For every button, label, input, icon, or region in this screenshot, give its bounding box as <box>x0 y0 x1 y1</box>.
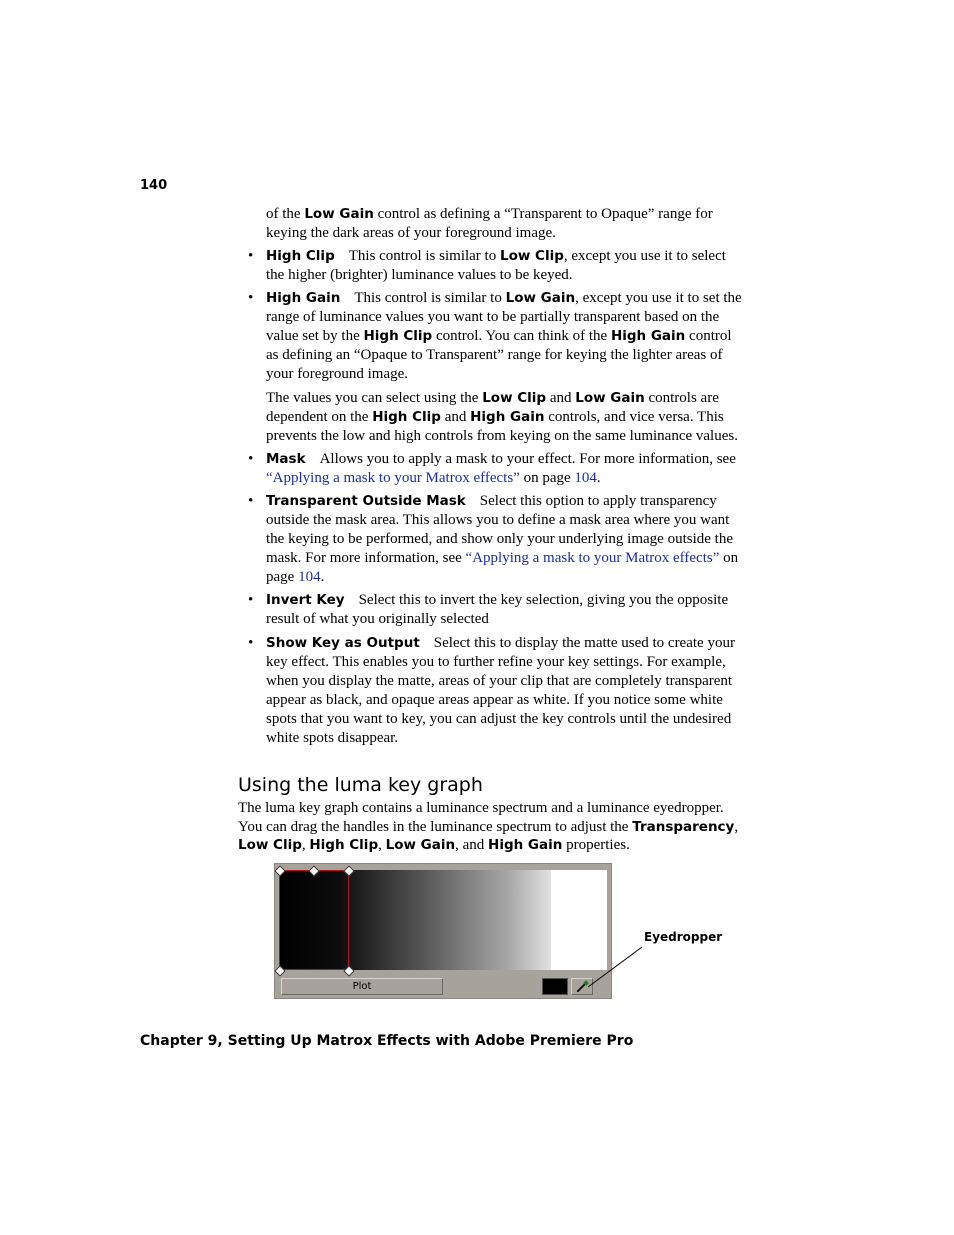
term-show-key-as-output: Show Key as Output <box>266 635 420 651</box>
term-low-gain: Low Gain <box>304 206 374 222</box>
eyedropper-color-swatch <box>542 978 568 995</box>
section-heading: Using the luma key graph <box>238 774 483 796</box>
bullet: • <box>248 248 254 264</box>
list-item-high-gain: • High Gain This control is similar to Low Gain, except you use it to set the range of luminance values you want to be partially transparent based on the value set by the High Clip control. You can think of the High Gain control as defining an “Opaque to Transparent” range for keying the lighter areas of your foreground image. <box>248 290 742 382</box>
key-range-selection[interactable] <box>279 870 349 970</box>
luma-key-graph <box>274 863 612 999</box>
eyedropper-callout-label: Eyedropper <box>644 930 723 944</box>
chapter-footer: Chapter 9, Setting Up Matrox Effects with Adobe Premiere Pro <box>140 1033 634 1049</box>
eyedropper-callout-line <box>586 945 644 989</box>
term-mask: Mask <box>266 451 306 467</box>
transparent-outside-cross-reference-link[interactable]: “Applying a mask to your Matrox effects” <box>465 550 720 566</box>
list-item-mask: • Mask Allows you to apply a mask to your effect. For more information, see “Applying a mask to your Matrox effects” on page 104. <box>248 451 736 486</box>
continuation-paragraph: of the Low Gain control as defining a “Transparent to Opaque” range for keying the dark areas of your foreground image. <box>266 206 713 241</box>
bullet: • <box>248 592 254 608</box>
section-intro-paragraph: The luma key graph contains a luminance spectrum and a luminance eyedropper. You can drag the handles in the luminance spectrum to adjust the Transparency, Low Clip, High Clip, Low Gain, and High Gain properties. <box>238 800 739 853</box>
plot-button[interactable]: Plot <box>281 978 443 995</box>
term-invert-key: Invert Key <box>266 592 345 608</box>
list-item-transparent-outside-mask: • Transparent Outside Mask Select this option to apply transparency outside the mask area. This allows you to define a mask area where you want the keying to be performed, and show only your underlying image outside the mask. For more information, see “Applying a mask to your Matrox effects” on page 104. <box>248 493 739 585</box>
page-number: 140 <box>140 178 168 193</box>
luminance-spectrum[interactable] <box>279 870 607 970</box>
list-item-show-key-as-output: • Show Key as Output Select this to display the matte used to create your key effect. This enables you to further refine your key settings. For example, when you display the matte, areas of your clip that are completely transparent appear as black, and opaque areas appear as white. If you notice some white spots that you want to key, you can adjust the key controls until the undesired white spots disappear. <box>248 635 735 746</box>
mask-page-link[interactable]: 104 <box>574 470 597 486</box>
term-transparent-outside-mask: Transparent Outside Mask <box>266 493 466 509</box>
bullet: • <box>248 290 254 306</box>
term-high-clip: High Clip <box>266 248 335 264</box>
list-item-invert-key: • Invert Key Select this to invert the key selection, giving you the opposite result of what you originally selected <box>248 592 729 627</box>
term-high-gain: High Gain <box>266 290 341 306</box>
body-column <box>248 205 742 748</box>
mask-cross-reference-link[interactable]: “Applying a mask to your Matrox effects” <box>266 470 520 486</box>
bullet: • <box>248 451 254 467</box>
bullet: • <box>248 635 254 651</box>
values-note-paragraph: The values you can select using the Low Clip and Low Gain controls are dependent on the High Clip and High Gain controls, and vice versa. This prevents the low and high controls from keying on the same luminance values. <box>266 390 738 444</box>
list-item-high-clip: • High Clip This control is similar to Low Clip, except you use it to select the higher (brighter) luminance values to be keyed. <box>248 248 726 283</box>
transparent-outside-page-link[interactable]: 104 <box>298 569 321 585</box>
bullet: • <box>248 493 254 509</box>
